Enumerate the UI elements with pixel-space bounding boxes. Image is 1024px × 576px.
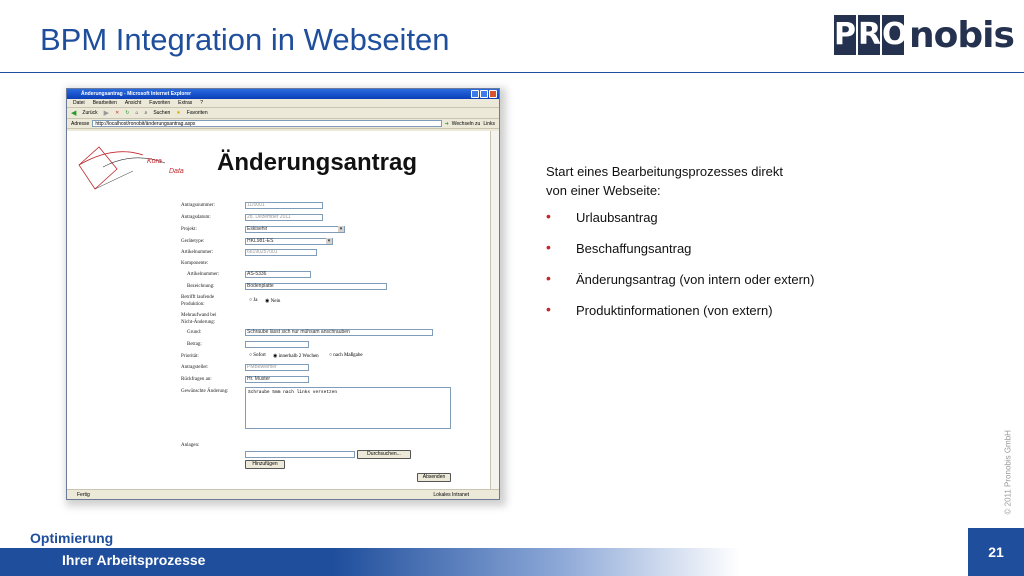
label-betrifft-1: Betrifft laufende <box>181 295 215 300</box>
durchsuchen-button[interactable]: Durchsuchen... <box>357 450 411 459</box>
antragsdatum-field[interactable]: 28. Dezember 2011 <box>245 214 323 221</box>
bullet-text: Änderungsantrag (von intern oder extern) <box>576 272 815 287</box>
absenden-button[interactable]: Absenden <box>417 473 451 482</box>
menu-help[interactable]: ? <box>200 100 204 106</box>
logo-text: nobis <box>909 14 1014 56</box>
antragsnummer-field[interactable]: 11/0001 <box>245 202 323 209</box>
form-heading: Änderungsantrag <box>217 149 418 176</box>
home-icon[interactable]: ⌂ <box>135 109 139 116</box>
radio-nein[interactable]: ◉ Nein <box>265 299 281 304</box>
menu-datei[interactable]: Datei <box>73 100 85 106</box>
vertical-scrollbar[interactable] <box>490 131 499 489</box>
file-path-field[interactable] <box>245 451 355 458</box>
close-icon[interactable] <box>489 90 497 98</box>
label-antragsteller: Antragsteller: <box>181 365 209 370</box>
bullet-icon: • <box>546 239 551 255</box>
bullet-text: Produktinformationen (von extern) <box>576 303 773 318</box>
intro-text <box>546 162 783 200</box>
label-gewuenschte: Gewünschte Änderung: <box>181 389 229 394</box>
back-icon[interactable]: ◀ <box>71 109 77 117</box>
browser-toolbar <box>67 108 499 119</box>
label-artikelnummer: Artikelnummer: <box>181 250 214 255</box>
projekt-select[interactable]: Eskisehir ▾ <box>245 226 345 233</box>
hinzufuegen-button[interactable]: Hinzufügen <box>245 460 285 469</box>
label-projekt: Projekt: <box>181 227 197 232</box>
window-title: Änderungsantrag - Microsoft Internet Explorer <box>81 91 192 97</box>
data-text: Data <box>169 168 184 175</box>
label-antragsdatum: Antragsdatum: <box>181 215 211 220</box>
bullet-icon: • <box>546 301 551 317</box>
intro-line-1: Start eines Bearbeitungsprozesses direkt <box>546 164 784 179</box>
go-icon[interactable]: ➜ <box>444 120 449 127</box>
title-divider <box>0 72 1024 73</box>
betrag-field[interactable] <box>245 341 309 348</box>
bullet-text: Urlaubsantrag <box>576 210 658 225</box>
browser-menubar <box>67 99 499 108</box>
radio-ja[interactable]: ○ Ja <box>249 298 258 303</box>
page-number: 21 <box>968 528 1024 576</box>
bullet-icon: • <box>546 270 551 286</box>
prio-2wochen-label: innerhalb 2 Wochen <box>278 354 319 359</box>
label-betrifft-2: Produktion: <box>181 302 205 307</box>
status-zone: Lokales Intranet <box>433 492 469 498</box>
menu-favoriten[interactable]: Favoriten <box>149 100 171 106</box>
bullet-item <box>546 303 814 334</box>
refresh-icon[interactable]: ↻ <box>125 109 130 116</box>
bullet-icon: • <box>546 208 551 224</box>
links-button[interactable]: Links <box>483 120 495 127</box>
search-button[interactable]: Suchen <box>153 109 171 116</box>
back-button[interactable]: Zurück <box>82 109 98 116</box>
label-betrag: Betrag: <box>187 342 202 347</box>
label-grund: Grund: <box>187 330 202 335</box>
browser-content <box>67 131 491 489</box>
rueckfragen-field[interactable]: Hr. Muster <box>245 376 309 383</box>
logo-letter-r: R <box>858 15 880 55</box>
bullet-list <box>546 210 814 334</box>
prio-massgabe-label: nach Maßgabe <box>333 353 363 358</box>
pronobis-logo <box>834 14 1014 56</box>
prio-sofort[interactable]: ○ Sofort <box>249 353 266 358</box>
bullet-item <box>546 210 814 241</box>
komponente-bezeichnung-field[interactable]: Bodenplatte <box>245 283 387 290</box>
footer-line-2: Ihrer Arbeitsprozesse <box>62 552 206 568</box>
bullet-item <box>546 272 814 303</box>
radio-nein-label: Nein <box>270 299 281 304</box>
intro-line-2: von einer Webseite: <box>546 183 661 198</box>
prio-2wochen[interactable]: ◉ innerhalb 2 Wochen <box>273 354 319 359</box>
label-mehraufwand-2: Nicht-Änderung: <box>181 320 216 325</box>
browser-window <box>66 88 500 500</box>
label-k-artikelnummer: Artikelnummer: <box>187 272 220 277</box>
kora-text: Kora <box>147 158 162 165</box>
go-button[interactable]: Wechseln zu <box>451 120 481 127</box>
prio-sofort-label: Sofort <box>253 353 266 358</box>
gewuenschte-aenderung-textarea[interactable]: Schraube 5mm nach links versetzen <box>245 387 451 429</box>
label-rueckfragen: Rückfragen an: <box>181 377 212 382</box>
maximize-icon[interactable] <box>480 90 488 98</box>
favorites-icon[interactable]: ★ <box>176 109 181 116</box>
menu-bearbeiten[interactable]: Bearbeiten <box>92 100 117 106</box>
footer-line-1: Optimierung <box>30 530 114 546</box>
label-geraetetyp: Gerätetype: <box>181 239 205 244</box>
stop-icon[interactable]: ✕ <box>115 109 120 116</box>
artikelnummer-field[interactable]: 66190257001 <box>245 249 317 256</box>
komponente-artikelnummer-field[interactable]: AS-5336 <box>245 271 311 278</box>
kora-data-logo <box>73 137 203 197</box>
label-mehraufwand-1: Mehraufwand bei <box>181 313 217 318</box>
geraetetyp-select[interactable]: HKL981-ES ▾ <box>245 238 333 245</box>
browser-titlebar <box>67 89 499 99</box>
window-controls <box>471 90 497 98</box>
menu-ansicht[interactable]: Ansicht <box>124 100 142 106</box>
browser-statusbar <box>67 489 499 499</box>
grund-field[interactable]: Schraube lässt sich nur mühsam anschrauben <box>245 329 433 336</box>
logo-letter-p: P <box>834 15 856 55</box>
menu-extras[interactable]: Extras <box>178 100 193 106</box>
label-k-bezeichnung: Bezeichnung: <box>187 284 215 289</box>
bullet-text: Beschaffungsantrag <box>576 241 692 256</box>
forward-icon[interactable]: ▶ <box>103 109 110 117</box>
label-antragsnummer: Antragsnummer: <box>181 203 215 208</box>
status-text: Fertig <box>77 492 90 498</box>
label-anlagen: Anlagen: <box>181 443 200 448</box>
search-icon[interactable]: ⌕ <box>144 109 148 116</box>
address-bar <box>67 119 499 129</box>
prio-massgabe[interactable]: ○ nach Maßgabe <box>329 353 363 358</box>
logo-letter-o: O <box>882 15 904 55</box>
address-input[interactable]: http://localhost/ronobit/änderungsantrag.aspx <box>92 120 441 127</box>
slide-title: BPM Integration in Webseiten <box>40 22 450 57</box>
copyright-note: © 2011 Pronobis GmbH <box>1003 430 1013 515</box>
bullet-item <box>546 241 814 272</box>
label-komponente: Komponente: <box>181 261 209 266</box>
antragsteller-field[interactable]: PMBeweimer <box>245 364 309 371</box>
address-label: Adresse <box>71 120 90 127</box>
radio-ja-label: Ja <box>253 298 258 303</box>
label-prioritaet: Priorität: <box>181 354 199 359</box>
favorites-button[interactable]: Favoriten <box>186 109 208 116</box>
minimize-icon[interactable] <box>471 90 479 98</box>
